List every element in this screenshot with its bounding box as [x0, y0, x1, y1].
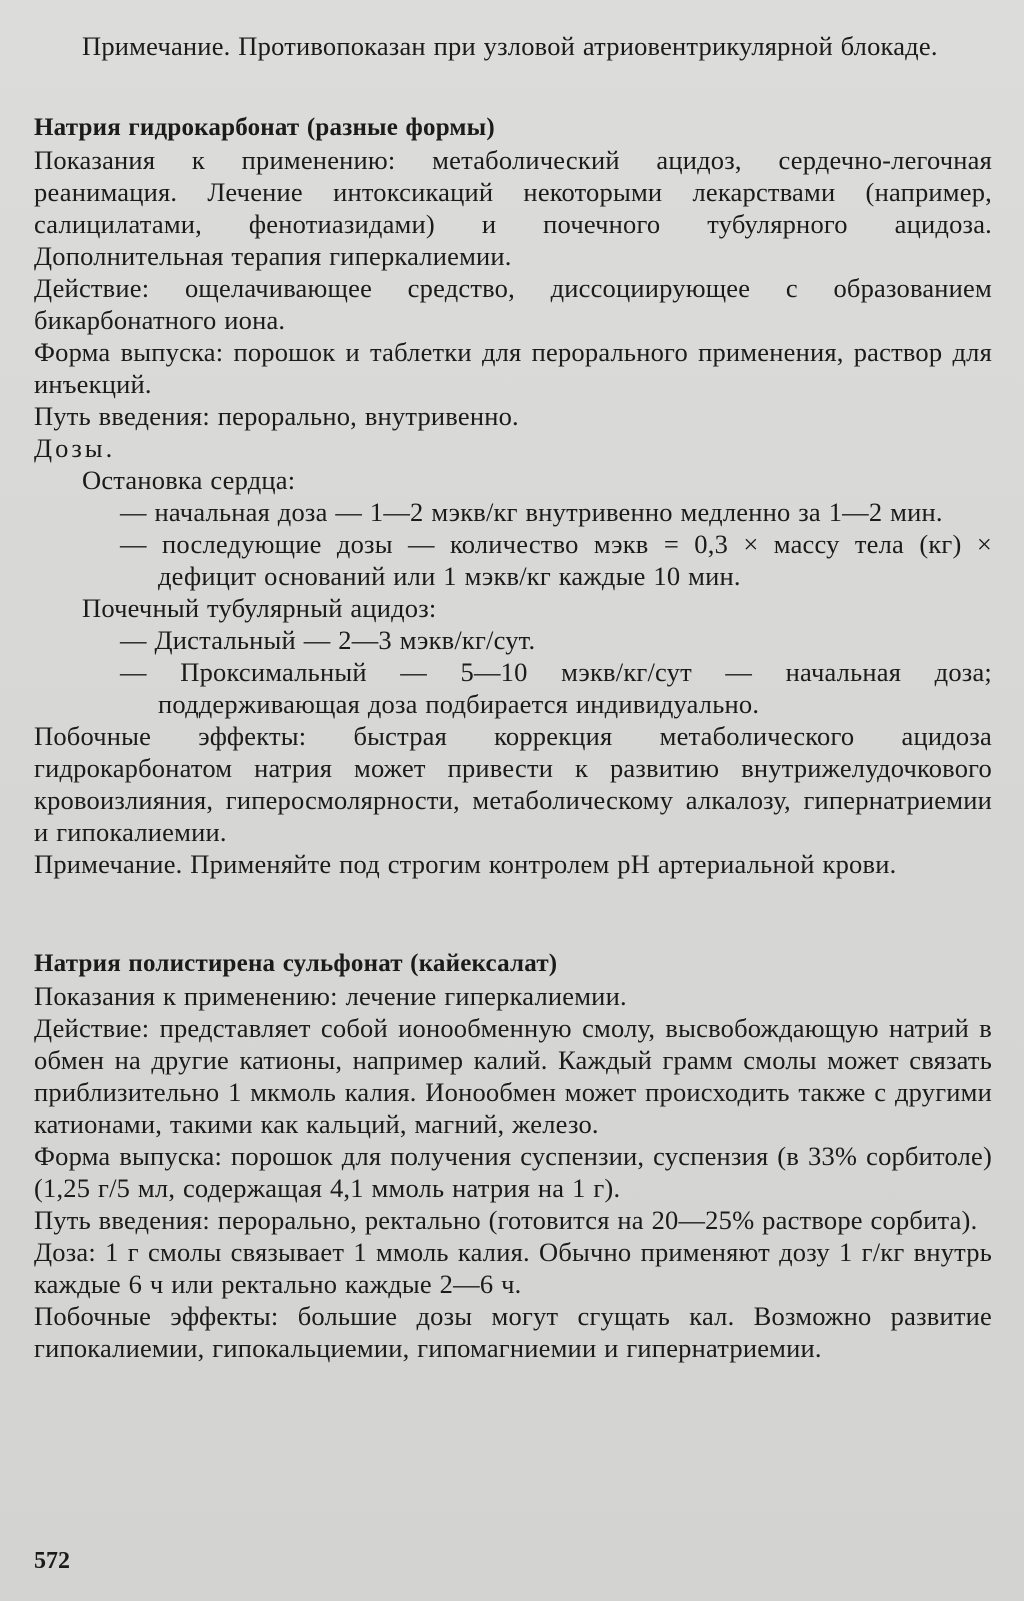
- indications: Показания к применению: метаболический ацидоз, сердечно-легочная реанимация. Лечение интоксикаций некоторыми лекарствами (например, салицилатами, фенотиазидами) и почечного тубулярного ацидоза. Дополнительная терапия гиперкалиемии.: [34, 145, 992, 271]
- renal-label: Почечный тубулярный ацидоз:: [82, 593, 437, 623]
- side-effects: Побочные эффекты: быстрая коррекция метаболического ацидоза гидрокарбонатом натрия может привести к развитию внутрижелудочкового кровоизлияния, гиперосмолярности, метаболическому алкалозу, гипернатриемии и гипокалиемии.: [34, 721, 992, 847]
- doses-label: Дозы.: [34, 433, 116, 463]
- cardiac-dose-2: — последующие дозы — количество мэкв = 0,3 × массу тела (кг) × дефицит оснований или 1 мэкв/кг каждые 10 мин.: [120, 529, 992, 591]
- release-form: Форма выпуска: порошок и таблетки для перорального применения, раствор для инъекций.: [34, 337, 992, 399]
- route: Путь введения: перорально, внутривенно.: [34, 401, 519, 431]
- note-top: Примечание. Противопоказан при узловой атриовентрикулярной блокаде.: [82, 31, 938, 61]
- route: Путь введения: перорально, ректально (готовится на 20—25% растворе сорбита).: [34, 1205, 978, 1235]
- note: Примечание. Применяйте под строгим контролем pH артериальной крови.: [34, 849, 897, 879]
- page-number: 572: [34, 1548, 70, 1574]
- indications: Показания к применению: лечение гиперкалиемии.: [34, 981, 627, 1011]
- cardiac-label: Остановка сердца:: [82, 465, 296, 495]
- section-spacer: [34, 62, 992, 112]
- side-effects: Побочные эффекты: большие дозы могут сгущать кал. Возможно развитие гипокалиемии, гипокальциемии, гипомагниемии и гипернатриемии.: [34, 1301, 992, 1363]
- section-title: Натрия полистирена сульфонат (кайексалат): [34, 950, 558, 977]
- dose: Доза: 1 г смолы связывает 1 ммоль калия. Обычно применяют дозу 1 г/кг внутрь каждые 6 ч или ректально каждые 2—6 ч.: [34, 1237, 992, 1299]
- renal-dose-1: — Дистальный — 2—3 мэкв/кг/сут.: [120, 625, 536, 655]
- action: Действие: представляет собой ионообменную смолу, высвобождающую натрий в обмен на другие катионы, например калий. Каждый грамм смолы может связать приблизительно 1 мкмоль калия. Ионообмен может происходить также с другими катионами, такими как кальций, магний, железо.: [34, 1013, 992, 1139]
- section-title: Натрия гидрокарбонат (разные формы): [34, 114, 495, 141]
- section-spacer: [34, 880, 992, 948]
- action: Действие: ощелачивающее средство, диссоциирующее с образованием бикарбонатного иона.: [34, 273, 992, 335]
- cardiac-dose-1: — начальная доза — 1—2 мэкв/кг внутривенно медленно за 1—2 мин.: [120, 497, 943, 527]
- release-form: Форма выпуска: порошок для получения суспензии, суспензия (в 33% сорбитоле) (1,25 г/5 мл, содержащая 4,1 ммоль натрия на 1 г).: [34, 1141, 992, 1203]
- renal-dose-2: — Проксимальный — 5—10 мэкв/кг/сут — начальная доза; поддерживающая доза подбирается индивидуально.: [120, 657, 992, 719]
